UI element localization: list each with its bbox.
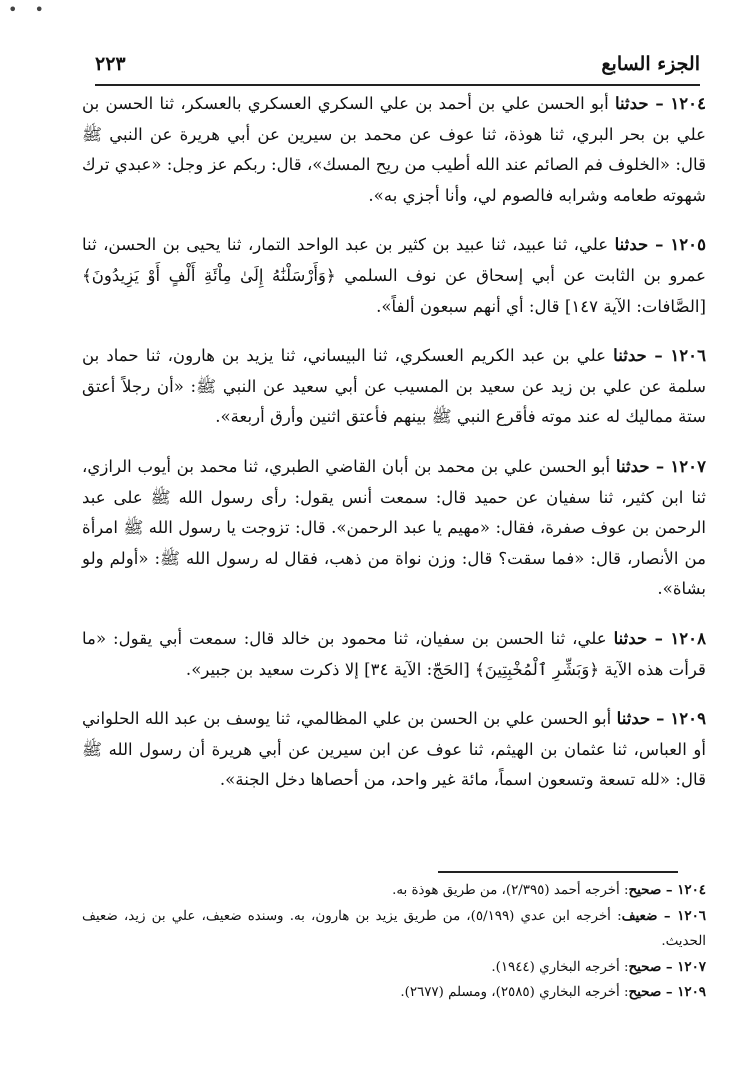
footnote: ١٢٠٩ – صحيح: أخرجه البخاري (٢٥٨٥)، ومسلم (٢٦٧٧). <box>400 984 706 1000</box>
hadith-number: ١٢٠٨ <box>670 627 706 648</box>
hadith-number: ١٢٠٥ <box>670 234 706 255</box>
hadith-entry: ١٢٠٨ – حدثنا علي، ثنا الحسن بن سفيان، ثنا محمود بن خالد قال: سمعت أبي يقول: «ما قرأت هذه الآية ﴿وَبَشِّرِ ٱلْمُخْبِتِينَ﴾ [الحَجّ: الآية ٣٤] إلا ذكرت سعيد بن جبير». <box>82 627 706 679</box>
hadith-entry: ١٢٠٦ – حدثنا علي بن عبد الكريم العسكري، ثنا البيساني، ثنا يزيد بن هارون، ثنا حماد بن سلمة عن علي بن زيد عن سعيد بن المسيب عن أبي سعيد عن النبي ﷺ: «أن رجلاً أعتق ستة مماليك له عند موته فأقرع النبي ﷺ بينهم فأعتق اثنين وأرق أربعة». <box>82 345 706 427</box>
hadith-lead: حدثنا <box>614 234 649 255</box>
footnote-grade: صحيح <box>628 984 662 1000</box>
page-body <box>82 88 706 814</box>
footnote-text: : أخرجه أحمد (٢/٣٩٥)، من طريق هوذة به. <box>392 883 629 898</box>
footnote-divider <box>438 871 678 873</box>
hadith-entry: ١٢٠٤ – حدثنا أبو الحسن علي بن أحمد بن علي السكري العسكري بالعسكر، ثنا الحسن بن علي بن بحر البري، ثنا هوذة، ثنا عوف عن محمد بن سيرين عن أبي هريرة عن النبي ﷺ قال: «الخلوف فم الصائم عند الله أطيب من ريح المسك»، قال: ربكم عز وجل: «عبدي ترك شهوته طعامه وشرابه فالصوم لي، وأنا أجزي به». <box>82 93 706 205</box>
hadith-number: ١٢٠٤ <box>670 93 706 113</box>
footnotes <box>82 878 706 1006</box>
footnote-number: ١٢٠٩ <box>677 984 706 1000</box>
hadith-text: أبو الحسن علي بن أحمد بن علي السكري العسكري بالعسكر، ثنا الحسن بن علي بن بحر البري، ثنا هوذة، ثنا عوف عن محمد بن سيرين عن أبي هريرة عن النبي ﷺ قال: «الخلوف فم الصائم عند الله أطيب من ريح المسك»، قال: ربكم عز وجل: «عبدي ترك شهوته طعامه وشرابه فالصوم لي، وأنا أجزي به». <box>82 94 706 205</box>
hadith-text: علي، ثنا الحسن بن سفيان، ثنا محمود بن خالد قال: سمعت أبي يقول: «ما قرأت هذه الآية ﴿وَبَشِّرِ ٱلْمُخْبِتِينَ﴾ [الحَجّ: الآية ٣٤] إلا ذكرت سعيد بن جبير». <box>82 628 706 679</box>
footnote: ١٢٠٧ – صحيح: أخرجه البخاري (١٩٤٤). <box>491 958 706 975</box>
hadith-lead: حدثنا <box>615 455 650 476</box>
hadith-text: أبو الحسن علي بن الحسن بن علي المظالمي، ثنا يوسف بن عبد الله الحلواني أو العباس، ثنا عثمان بن الهيثم، ثنا عوف عن ابن سيرين عن أبي هريرة أن رسول الله ﷺ قال: «لله تسعة وتسعون اسماً، مائة غير واحد، من أحصاها دخل الجنة». <box>82 709 706 790</box>
footnote-grade: صحيح <box>628 882 662 898</box>
hadith-entry: ١٢٠٩ – حدثنا أبو الحسن علي بن الحسن بن علي المظالمي، ثنا يوسف بن عبد الله الحلواني أو العباس، ثنا عثمان بن الهيثم، ثنا عوف عن ابن سيرين عن أبي هريرة أن رسول الله ﷺ قال: «لله تسعة وتسعون اسماً، مائة غير واحد، من أحصاها دخل الجنة». <box>82 708 707 790</box>
footnote-number: ١٢٠٤ <box>677 882 706 898</box>
hadith-entry: ١٢٠٥ – حدثنا علي، ثنا عبيد، ثنا عبيد بن كثير بن عبد الواحد التمار، ثنا يحيى بن الحسن، ثنا عمرو بن الثابت عن أبي إسحاق عن نوف السلمي ﴿وَأَرْسَلْنَٰهُ إِلَىٰ مِاْئَةِ أَلْفٍ أَوْ يَزِيدُونَ﴾ [الصَّافات: الآية ١٤٧] قال: أي أنهم سبعون ألفاً». <box>82 234 706 316</box>
page-number: ٢٢٣ <box>95 53 126 75</box>
footnote: ١٢٠٦ – ضعيف: أخرجه ابن عدي (٥/١٩٩)، من طريق يزيد بن هارون، به. وسنده ضعيف، علي بن زيد، ضعيف الحديث. <box>82 907 706 949</box>
hadith-text: علي بن عبد الكريم العسكري، ثنا البيساني، ثنا يزيد بن هارون، ثنا حماد بن سلمة عن علي بن زيد عن سعيد بن المسيب عن أبي سعيد عن النبي ﷺ: «أن رجلاً أعتق ستة مماليك له عند موته فأقرع النبي ﷺ بينهم فأعتق اثنين وأرق أربعة». <box>82 346 706 427</box>
hadith-lead: حدثنا <box>613 627 648 648</box>
hadith-lead: حدثنا <box>614 93 649 113</box>
hadith-number: ١٢٠٩ <box>670 708 707 729</box>
hadith-number: ١٢٠٧ <box>670 455 707 476</box>
running-title: الجزء السابع <box>601 53 700 75</box>
page-header <box>95 44 700 86</box>
footnote-grade: ضعيف <box>621 907 658 924</box>
footnote-text: : أخرجه البخاري (١٩٤٤). <box>491 959 629 975</box>
footnote-grade: صحيح <box>628 958 662 975</box>
footnote-number: ١٢٠٧ <box>677 958 706 975</box>
footnote: ١٢٠٤ – صحيح: أخرجه أحمد (٢/٣٩٥)، من طريق هوذة به. <box>392 882 706 898</box>
footnote-text: : أخرجه ابن عدي (٥/١٩٩)، من طريق يزيد بن هارون، به. وسنده ضعيف، علي بن زيد، ضعيف الحديث. <box>82 908 706 949</box>
hadith-text: أبو الحسن علي بن محمد بن أبان القاضي الطبري، ثنا محمد بن أيوب الرازي، ثنا ابن كثير، ثنا سفيان عن حميد قال: سمعت أنس يقول: رأى رسول الله ﷺ على عبد الرحمن بن عوف صفرة، فقال: «مهيم يا عبد الرحمن». قال: تزوجت يا رسول الله ﷺ امرأة من الأنصار، قال: «فما سقت؟ قال: وزن نواة من ذهب، فقال له رسول الله ﷺ: «أولم ولو بشاة». <box>82 456 706 599</box>
footnote-text: : أخرجه البخاري (٢٥٨٥)، ومسلم (٢٦٧٧). <box>400 985 629 1000</box>
hadith-number: ١٢٠٦ <box>670 345 706 366</box>
hadith-entry: ١٢٠٧ – حدثنا أبو الحسن علي بن محمد بن أبان القاضي الطبري، ثنا محمد بن أيوب الرازي، ثنا ابن كثير، ثنا سفيان عن حميد قال: سمعت أنس يقول: رأى رسول الله ﷺ على عبد الرحمن بن عوف صفرة، فقال: «مهيم يا عبد الرحمن». قال: تزوجت يا رسول الله ﷺ امرأة من الأنصار، قال: «فما سقت؟ قال: وزن نواة من ذهب، فقال له رسول الله ﷺ: «أولم ولو بشاة». <box>82 455 707 599</box>
hadith-lead: حدثنا <box>613 345 647 366</box>
hadith-text: علي، ثنا عبيد، ثنا عبيد بن كثير بن عبد الواحد التمار، ثنا يحيى بن الحسن، ثنا عمرو بن الثابت عن أبي إسحاق عن نوف السلمي ﴿وَأَرْسَلْنَٰهُ إِلَىٰ مِاْئَةِ أَلْفٍ أَوْ يَزِيدُونَ﴾ [الصَّافات: الآية ١٤٧] قال: أي أنهم سبعون ألفاً». <box>82 235 706 316</box>
footnote-number: ١٢٠٦ <box>677 907 706 924</box>
hadith-lead: حدثنا <box>616 708 651 729</box>
corner-mark: • • <box>8 0 50 19</box>
